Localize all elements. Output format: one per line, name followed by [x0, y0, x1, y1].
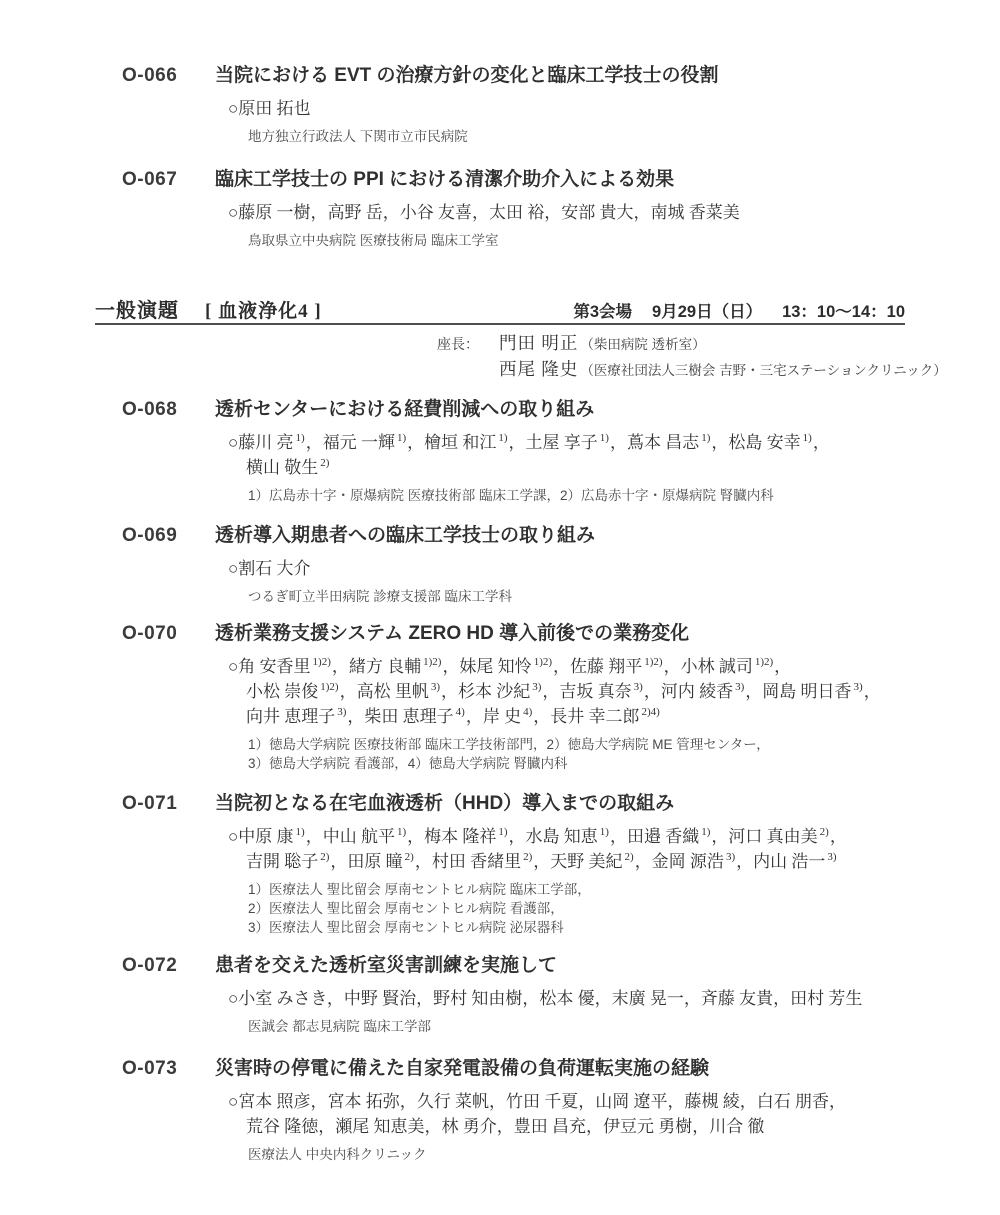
entry-authors	[228, 1089, 912, 1139]
entry-head	[122, 524, 912, 548]
abstract-entry	[122, 954, 912, 1036]
entry-head	[122, 954, 912, 978]
abstract-entry	[122, 64, 912, 146]
entry-code: O-069	[122, 525, 178, 546]
session-chairs	[437, 331, 947, 383]
entry-affiliations	[248, 1017, 912, 1036]
chair-name: 門田 明正	[499, 333, 579, 353]
author-line: ○藤川 亮 $^{1)}$，福元 一輝 $^{1)}$，檜垣 和江 $^{1)}$，土屋 享子 $^{1)}$，蔦本 昌志 $^{1)}$，松島 安幸 $^{1)}$，	[228, 432, 830, 452]
affiliation-line: 鳥取県立中央病院 医療技術局 臨床工学室	[248, 233, 499, 248]
entry-head	[122, 168, 912, 192]
affiliation-line: 地方独立行政法人 下関市立市民病院	[248, 129, 468, 144]
affiliation-line: 医誠会 都志見病院 臨床工学部	[248, 1019, 432, 1034]
abstract-entry	[122, 1057, 912, 1164]
affiliation-line: つるぎ町立半田病院 診療支援部 臨床工学科	[248, 589, 513, 604]
entry-title: 当院初となる在宅血液透析（HHD）導入までの取組み	[215, 793, 675, 814]
affiliation-line: 3）医療法人 聖比留会 厚南セントヒル病院 泌尿器科	[248, 920, 564, 935]
session-header-right	[573, 298, 905, 322]
entry-head	[122, 1057, 912, 1081]
abstract-entry	[122, 792, 912, 937]
entry-affiliations	[248, 486, 912, 505]
chair-name: 西尾 隆史	[499, 359, 579, 379]
chair-row	[437, 357, 947, 383]
author-line: 向井 恵理子 $^{3)}$，柴田 恵理子 $^{4)}$，岸 史 $^{4)}$，長井 幸二郎 $^{2)4)}$	[246, 706, 660, 726]
entry-code: O-072	[122, 955, 178, 976]
entry-code: O-073	[122, 1058, 178, 1079]
chair-affiliation: （柴田病院 透析室）	[580, 337, 706, 352]
author-line: 小松 崇俊 $^{1)2)}$，高松 里帆 $^{3)}$，杉本 沙紀 $^{3)}$，吉坂 真奈 $^{3)}$，河内 綾香 $^{3)}$，岡島 明日香 $^{3)}$，	[246, 681, 881, 701]
entry-title: 透析センターにおける経費削減への取り組み	[215, 399, 595, 420]
session-type-label: 一般演題	[95, 300, 179, 322]
entry-code: O-068	[122, 399, 178, 420]
chair-row	[437, 331, 947, 357]
entry-code: O-070	[122, 623, 178, 644]
entry-authors	[228, 654, 912, 729]
affiliation-line: 1）広島赤十字・原爆病院 医療技術部 臨床工学課，2）広島赤十字・原爆病院 腎臓内科	[248, 488, 774, 503]
affiliation-line: 1）徳島大学病院 医療技術部 臨床工学技術部門，2）徳島大学病院 ME 管理センター，	[248, 737, 770, 752]
affiliation-line: 3）徳島大学病院 看護部，4）徳島大学病院 腎臓内科	[248, 756, 568, 771]
entry-authors	[228, 986, 912, 1011]
entry-head	[122, 792, 912, 816]
author-line: 荒谷 隆徳，瀬尾 知恵美，林 勇介，豊田 昌充，伊豆元 勇樹，川合 徹	[246, 1117, 765, 1136]
author-line: ○小室 みさき，中野 賢治，野村 知由樹，松本 優，末廣 晃一，斉藤 友貴，田村 芳生	[228, 989, 863, 1008]
entry-title: 災害時の停電に備えた自家発電設備の負荷運転実施の経験	[215, 1058, 710, 1079]
session-topic: [ 血液浄化4 ]	[205, 301, 322, 322]
author-line: ○宮本 照彦，宮本 拓弥，久行 菜帆，竹田 千夏，山岡 遼平，藤槻 綾，白石 朋香，	[228, 1092, 847, 1111]
entry-title: 患者を交えた透析室災害訓練を実施して	[215, 955, 558, 976]
entry-title: 透析導入期患者への臨床工学技士の取り組み	[215, 525, 596, 546]
entry-authors	[228, 824, 912, 874]
entry-affiliations	[248, 587, 912, 606]
session-time: 13：10～14：10	[782, 303, 905, 321]
entry-title: 臨床工学技士の PPI における清潔介助介入による効果	[215, 169, 675, 190]
entry-affiliations	[248, 880, 912, 937]
entry-authors	[228, 200, 912, 225]
author-line: ○中原 康 $^{1)}$，中山 航平 $^{1)}$，梅本 隆祥 $^{1)}$，水島 知恵 $^{1)}$，田邉 香織 $^{1)}$，河口 真由美 $^{2)}$，	[228, 826, 847, 846]
entry-head	[122, 398, 912, 422]
entry-head	[122, 622, 912, 646]
author-line: 吉開 聡子 $^{2)}$，田原 瞳 $^{2)}$，村田 香緒里 $^{2)}$，天野 美紀 $^{2)}$，金岡 源浩 $^{3)}$，内山 浩一 $^{3)}$	[246, 851, 837, 871]
session-venue: 第3会場	[573, 303, 633, 321]
chair-affiliation: （医療社団法人三樹会 吉野・三宅ステーションクリニック）	[580, 363, 947, 378]
abstract-entry	[122, 168, 912, 250]
entry-title: 透析業務支援システム ZERO HD 導入前後での業務変化	[215, 623, 690, 644]
entry-code: O-066	[122, 65, 178, 86]
author-line: ○原田 拓也	[228, 99, 311, 118]
author-line: ○藤原 一樹，高野 岳，小谷 友喜，太田 裕，安部 貴大，南城 香菜美	[228, 203, 740, 222]
session-date: 9月29日（日）	[652, 303, 763, 321]
chair-label: 座長：	[437, 336, 479, 352]
entry-code: O-071	[122, 793, 178, 814]
entry-authors	[228, 430, 912, 480]
abstract-entry	[122, 622, 912, 773]
affiliation-line: 医療法人 中央内科クリニック	[248, 1147, 427, 1162]
author-line: ○角 安香里 $^{1)2)}$，緒方 良輔 $^{1)2)}$，妹尾 知怜 $^{1)2)}$，佐藤 翔平 $^{1)2)}$，小林 誠司 $^{1)2)}$，	[228, 656, 792, 676]
entry-title: 当院における EVT の治療方針の変化と臨床工学技士の役割	[215, 65, 719, 86]
entry-affiliations	[248, 127, 912, 146]
affiliation-line: 2）医療法人 聖比留会 厚南セントヒル病院 看護部，	[248, 901, 564, 916]
session-divider	[95, 323, 905, 325]
abstract-entry	[122, 398, 912, 505]
entry-authors	[228, 556, 912, 581]
author-line: ○割石 大介	[228, 559, 311, 578]
session-header-left	[95, 294, 322, 323]
abstract-entry	[122, 524, 912, 606]
entry-affiliations	[248, 231, 912, 250]
session-header	[95, 294, 905, 323]
affiliation-line: 1）医療法人 聖比留会 厚南セントヒル病院 臨床工学部，	[248, 882, 591, 897]
entry-head	[122, 64, 912, 88]
entry-code: O-067	[122, 169, 178, 190]
author-line: 横山 敬生 $^{2)}$	[246, 457, 330, 477]
entry-affiliations	[248, 735, 912, 773]
entry-affiliations	[248, 1145, 912, 1164]
entry-authors	[228, 96, 912, 121]
